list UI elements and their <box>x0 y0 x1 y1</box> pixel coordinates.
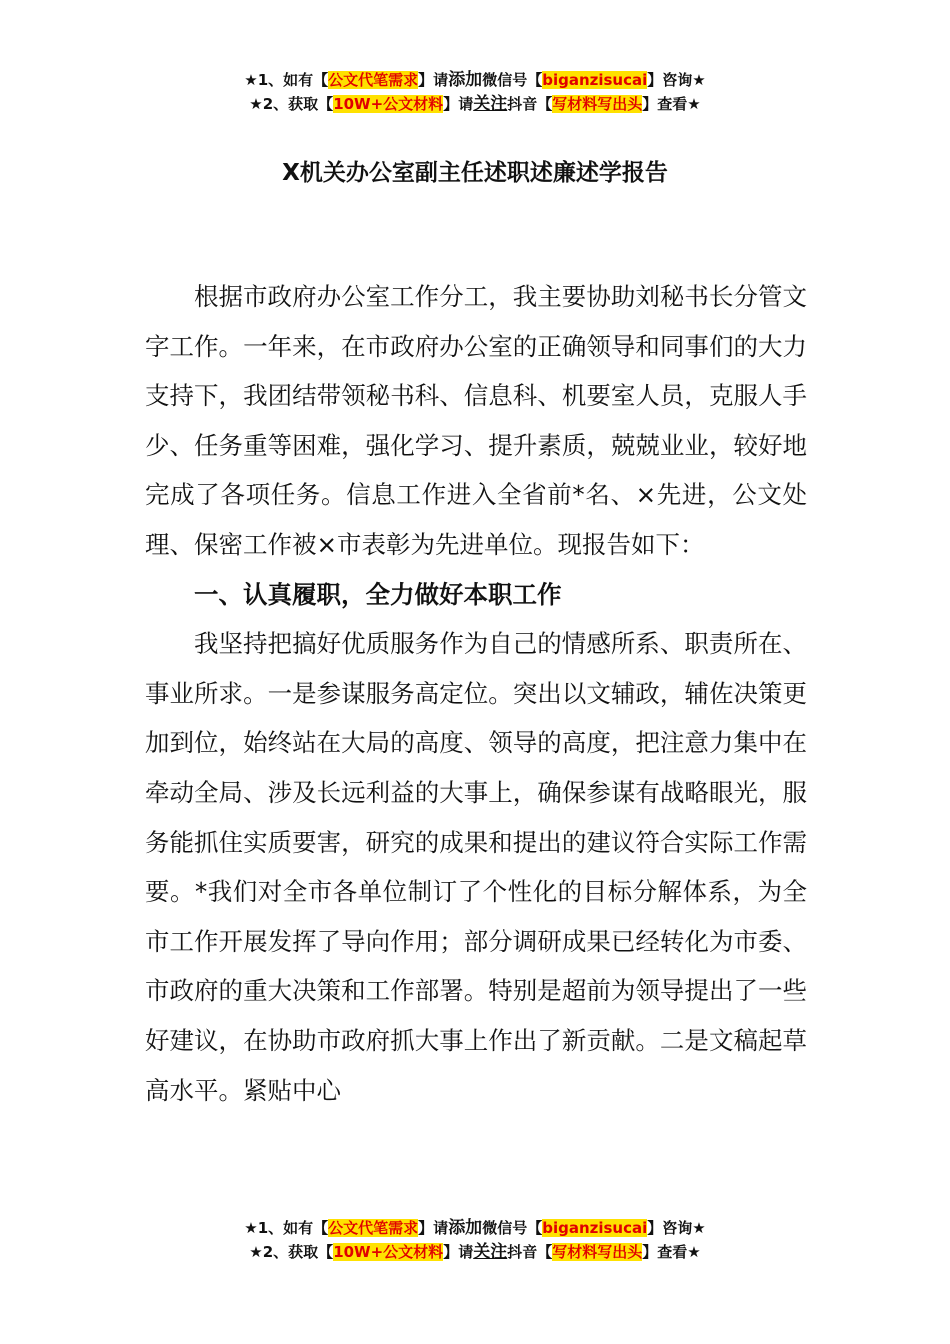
promo-highlight-wechat: biganzisucai <box>542 1219 648 1237</box>
promo-text: ★2、获取【 <box>249 95 334 113</box>
promo-highlight-douyin: 写材料写出头 <box>552 1243 643 1261</box>
promo-highlight-service: 公文代笔需求 <box>328 71 419 89</box>
promo-text: 微信号【 <box>482 71 543 89</box>
promo-highlight-service: 公文代笔需求 <box>328 1219 419 1237</box>
promo-highlight-materials: 10W+公文材料 <box>333 95 444 113</box>
promo-emphasis: 添加 <box>448 70 483 90</box>
promo-header <box>0 68 950 116</box>
promo-line-2 <box>0 92 950 116</box>
promo-text: 】咨询★ <box>647 71 706 89</box>
promo-line-2 <box>0 1240 950 1264</box>
promo-highlight-materials: 10W+公文材料 <box>333 1243 444 1261</box>
promo-highlight-douyin: 写材料写出头 <box>552 95 643 113</box>
promo-emphasis: 关注 <box>473 1242 508 1262</box>
promo-text: 抖音【 <box>507 95 553 113</box>
promo-footer <box>0 1216 950 1264</box>
promo-text: 】请 <box>418 71 449 89</box>
promo-text: 】查看★ <box>642 1243 701 1261</box>
promo-emphasis: 关注 <box>473 94 508 114</box>
promo-text: 】请 <box>418 1219 449 1237</box>
promo-line-1 <box>0 1216 950 1240</box>
promo-text: 】咨询★ <box>647 1219 706 1237</box>
promo-text: ★1、如有【 <box>244 1219 329 1237</box>
promo-text: 微信号【 <box>482 1219 543 1237</box>
promo-highlight-wechat: biganzisucai <box>542 71 648 89</box>
promo-emphasis: 添加 <box>448 1218 483 1238</box>
promo-line-1 <box>0 68 950 92</box>
document-title: X机关办公室副主任述职述廉述学报告 <box>282 160 668 186</box>
document-body <box>145 272 807 1115</box>
promo-text: 】请 <box>443 95 474 113</box>
body-paragraph: 我坚持把搞好优质服务作为自己的情感所系、职责所在、事业所求。一是参谋服务高定位。突出以文辅政，辅佐决策更加到位，始终站在大局的高度、领导的高度，把注意力集中在牵动全局、涉及长远利益的大事上，确保参谋有战略眼光，服务能抓住实质要害，研究的成果和提出的建议符合实际工作需要。*我们对全市各单位制订了个性化的目标分解体系，为全市工作开展发挥了导向作用；部分调研成果已经转化为市委、市政府的重大决策和工作部署。特别是超前为领导提出了一些好建议，在协助市政府抓大事上作出了新贡献。二是文稿起草高水平。紧贴中心 <box>145 629 807 1105</box>
promo-text: ★2、获取【 <box>249 1243 334 1261</box>
promo-text: 】查看★ <box>642 95 701 113</box>
promo-text: ★1、如有【 <box>244 71 329 89</box>
body-paragraph: 根据市政府办公室工作分工，我主要协助刘秘书长分管文字工作。一年来，在市政府办公室的正确领导和同事们的大力支持下，我团结带领秘书科、信息科、机要室人员，克服人手少、任务重等困难，强化学习、提升素质，兢兢业业，较好地完成了各项任务。信息工作进入全省前*名、×先进，公文处理、保密工作被×市表彰为先进单位。现报告如下： <box>145 282 807 559</box>
promo-text: 】请 <box>443 1243 474 1261</box>
promo-text: 抖音【 <box>507 1243 553 1261</box>
section-heading: 一、认真履职，全力做好本职工作 <box>194 579 562 609</box>
